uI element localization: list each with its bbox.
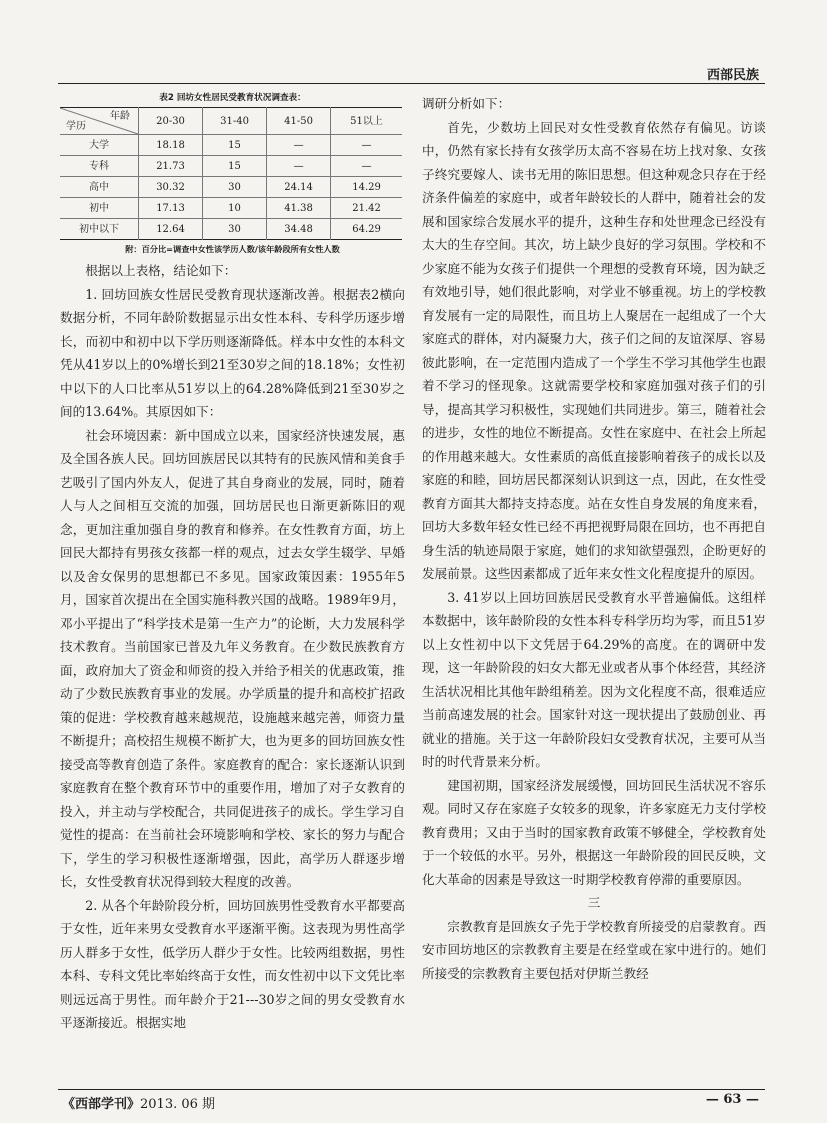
table-cell: 41.38: [267, 198, 331, 219]
row-header-label: 学历: [66, 121, 86, 132]
table-cell: 15: [203, 135, 267, 156]
table-cell: —: [267, 135, 331, 156]
table-cell: 30: [203, 219, 267, 240]
table-note: 附：百分比=调查中女性该学历人数/该年龄段所有女性人数: [125, 244, 340, 254]
issue-label: 2013. 06 期: [140, 1097, 216, 1112]
body-paragraph: 2. 从各个年龄阶段分析，回坊回族男性受教育水平都要高于女性，近年来男女受教育水平逐渐平衡。这表现为男性高学历人群多于女性，低学历人群少于女性。比较两组数据，男性本科、专科文凭比率始终高于女性，而女性初中以下文凭比率则远远高于男性。而年龄介于21---30岁之间的男女受教育水平逐渐接近。根据实地: [60, 897, 405, 1030]
table-row: [60, 156, 402, 177]
body-paragraph: 调研分析如下：: [422, 96, 511, 111]
body-paragraph: 3. 41岁以上回坊回族居民受教育水平普遍偏低。这组样本数据中，该年龄阶段的女性本科专科学历均为零，而且51岁以上女性初中以下文凭居于64.29%的高度。在的调研中发现，这一年龄阶段的妇女大都无业或者从事个体经营，其经济生活状况相比其他年龄组稍差。因为文化程度不高，很难适应当前高速发展的社会。国家针对这一现状提出了鼓励创业、再就业的措施。关于这一年龄阶段妇女受教育状况，主要可从当时的时代背景来分析。: [422, 589, 766, 769]
right-column: [422, 92, 766, 985]
survey-table: [60, 107, 402, 240]
row-label: 初中: [60, 198, 139, 219]
table-cell: 17.13: [139, 198, 203, 219]
column-header: 20-30: [139, 108, 203, 135]
table-cell: 21.73: [139, 156, 203, 177]
table-header-row: [60, 108, 402, 135]
col-header-label: 年龄: [110, 111, 130, 122]
table-cell: 24.14: [267, 177, 331, 198]
body-paragraph: 首先，少数坊上回民对女性受教育依然存有偏见。访谈中，仍然有家长持有女孩学历太高不容易在坊上找对象、女孩子终究要嫁人、读书无用的陈旧思想。但这种观念只存在于经济条件偏差的家庭中，或者年龄较长的人群中，随着社会的发展和国家综合发展水平的提升，这种生存和处世理念已经没有太大的生存空间。其次，坊上缺少良好的学习氛围。学校和不少家庭不能为女孩子们提供一个理想的受教育环境，因为缺乏有效地引导，她们很此影响，对学业不够重视。坊上的学校教育发展有一定的局限性，而且坊上人聚居在一起组成了一个大家庭式的群体，对内凝聚力大，孩子们之间的友谊深厚、容易彼此影响，在一定范围内造成了一个学生不学习其他学生也跟着不学习的怪现象。这就需要学校和家庭加强对孩子们的引导，提高其学习积极性，实现她们共同进步。第三，随着社会的进步，女性的地位不断提高。女性在家庭中、在社会上所起的作用越来越大。女性素质的高低直接影响着孩子的成长以及家庭的和睦，回坊居民都深刻认识到这一点，因此，在女性受教育方面其大都持支持态度。站在女性自身发展的角度来看，回坊大多数年轻女性已经不再把视野局限在回坊，也不再把自身生活的轨迹局限于家庭，她们的求知欲望强烈，企盼更好的发展前景。这些因素都成了近年来女性文化程度提升的原因。: [422, 119, 766, 581]
row-label: 初中以下: [60, 219, 139, 240]
table-row: [60, 198, 402, 219]
table-cell: —: [331, 156, 402, 177]
table-cell: 30: [203, 177, 267, 198]
journal-name: 《西部学刊》: [62, 1097, 141, 1112]
column-header: 51以上: [331, 108, 402, 135]
table-cell: 18.18: [139, 135, 203, 156]
table-row: [60, 177, 402, 198]
table-cell: 21.42: [331, 198, 402, 219]
table-cell: 10: [203, 198, 267, 219]
row-label: 高中: [60, 177, 139, 198]
body-paragraph: 社会环境因素：新中国成立以来，国家经济快速发展，惠及全国各族人民。回坊回族居民以其特有的民族风情和美食手艺吸引了国内外友人，促进了其自身商业的发展，同时，随着人与人之间相互交流的加强，回坊居民也日渐更新陈旧的观念，更加注重加强自身的教育和修养。在女性教育方面，坊上回民大都持有男孩女孩都一样的观点，过去女学生辍学、早婚以及舍女保男的思想都已不多见。国家政策因素：1955年5月，国家首次提出在全国实施科教兴国的战略。1989年9月，邓小平提出了“科学技术是第一生产力”的论断，大力发展科学技术教育。当前国家已普及九年义务教育。在少数民族教育方面，政府加大了资金和师资的投入并给予相关的优惠政策，推动了少数民族教育事业的发展。办学质量的提升和高校扩招政策的促进：学校教育越来越规范，设施越来越完善，师资力量不断提升；高校招生规模不断扩大，也为更多的回坊回族女性接受高等教育创造了条件。家庭教育的配合：家长逐渐认识到家庭教育在整个教育环节中的重要作用，增加了对子女教育的投入，并主动与学校配合，共同促进孩子的成长。学生学习自觉性的提高：在当前社会环境影响和学校、家长的努力与配合下，学生的学习积极性逐渐增强，因此，高学历人群逐步增长，女性受教育状况得到较大程度的改善。: [60, 427, 405, 889]
body-paragraph: 1. 回坊回族女性居民受教育现状逐渐改善。根据表2横向数据分析，不同年龄阶数据显示出女性本科、专科学历逐步增长，而初中和初中以下学历则逐渐降低。样本中女性的本科文凭从41岁以上的0%增长到21至30岁之间的18.18%；女性初中以下的人口比率从51岁以上的64.28%降低到21至30岁之间的13.64%。其原因如下：: [60, 286, 405, 419]
row-label: 大学: [60, 135, 139, 156]
body-paragraph: 宗教教育是回族女子先于学校教育所接受的启蒙教育。西安市回坊地区的宗教教育主要是在经堂或在家中进行的。她们所接受的宗教教育主要包括对伊斯兰教经: [422, 918, 766, 981]
section-heading: 三: [587, 895, 601, 910]
table-cell: 15: [203, 156, 267, 177]
row-label: 专科: [60, 156, 139, 177]
table-row: [60, 135, 402, 156]
table-cell: 64.29: [331, 219, 402, 240]
journal-section-title: 西部民族: [706, 68, 759, 83]
table-cell: 14.29: [331, 177, 402, 198]
table-cell: 34.48: [267, 219, 331, 240]
table-cell: 12.64: [139, 219, 203, 240]
body-paragraph: 根据以上表格，结论如下：: [85, 263, 237, 278]
table-cell: —: [267, 156, 331, 177]
table-caption: 表2 回坊女性居民受教育状况调查表：: [159, 93, 306, 103]
footer-rule: [58, 1089, 765, 1090]
header-rule: [58, 83, 765, 84]
body-paragraph: 建国初期，国家经济发展缓慢，回坊回民生活状况不容乐观。同时又存在家庭子女较多的现象，许多家庭无力支付学校教育费用；又由于当时的国家教育政策不够健全，学校教育处于一个较低的水平。另外，根据这一年龄阶段的回民反映，文化大革命的因素是导致这一时期学校教育停滞的重要原因。: [422, 777, 766, 887]
table-cell: —: [331, 135, 402, 156]
page-number: — 63 —: [705, 1092, 759, 1107]
column-header: 31-40: [203, 108, 267, 135]
left-column: [60, 92, 405, 1035]
footer-journal: [62, 1093, 215, 1112]
column-header: 41-50: [267, 108, 331, 135]
table-cell: 30.32: [139, 177, 203, 198]
table-corner-cell: [60, 108, 139, 135]
table-row: [60, 219, 402, 240]
